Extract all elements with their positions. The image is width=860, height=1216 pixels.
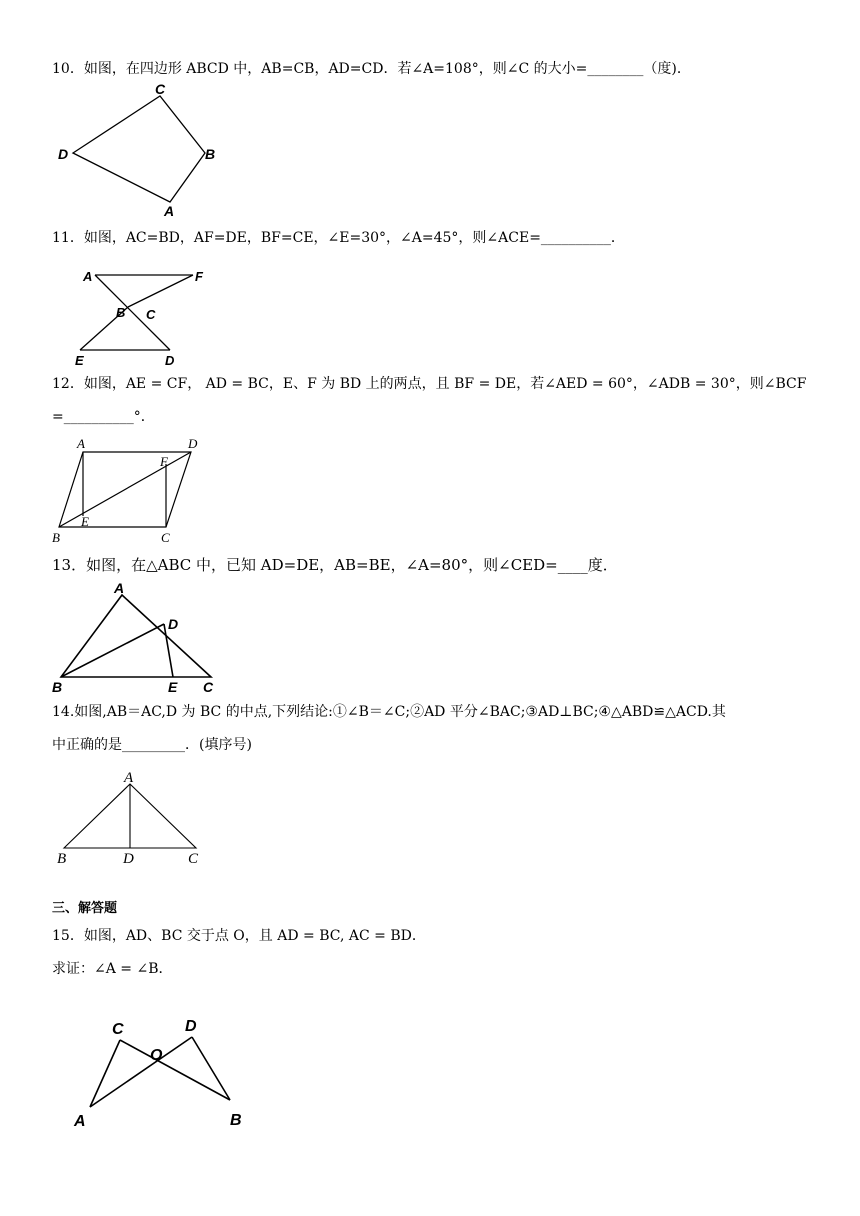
q15-label-c: C	[112, 1021, 124, 1038]
q12-label-c: C	[161, 530, 170, 545]
q10-text: 10．如图，在四边形 ABCD 中，AB=CB，AD=CD．若∠A=108°，则∠C 的大小=________（度)．	[52, 61, 691, 77]
q11-label-c: C	[146, 307, 156, 322]
q10-label-c: C	[155, 81, 166, 97]
q11-label-a: A	[83, 269, 93, 284]
q11-text: 11．如图，AC=BD，AF=DE，BF=CE，∠E=30°，∠A=45°，则∠ACE=__________．	[52, 230, 625, 246]
q12-text-line1: 12．如图，AE = CF， AD = BC，E、F 为 BD 上的两点，且 BF = DE，若∠AED = 60°，∠ADB = 30°，则∠BCF	[52, 376, 807, 392]
q15-label-o: O	[150, 1047, 163, 1064]
q14-isosceles-triangle-figure	[52, 768, 222, 868]
q13-label-e: E	[168, 679, 178, 695]
q13-text: 13．如图，在△ABC 中，已知 AD=DE，AB=BE，∠A=80°，则∠CED=____度．	[52, 556, 618, 574]
q11-label-d: D	[165, 353, 175, 368]
q10-label-a: A	[164, 203, 175, 219]
q11-label-f: F	[195, 269, 203, 284]
q13-label-a: A	[114, 580, 125, 596]
q13-triangle-figure	[48, 578, 228, 698]
q13-label-d: D	[168, 616, 179, 632]
q14-text-line2: 中正确的是_________．(填序号)	[52, 737, 252, 753]
q15-label-d: D	[185, 1018, 197, 1035]
q11-label-e: E	[75, 353, 84, 368]
q12-label-e: E	[81, 514, 89, 529]
q14-label-b: B	[57, 851, 67, 867]
q11-triangles-figure	[70, 262, 230, 372]
q12-label-b: B	[52, 530, 60, 545]
q12-parallelogram-figure	[48, 437, 208, 552]
q12-label-a: A	[77, 436, 85, 451]
q13-label-b: B	[52, 679, 63, 695]
q10-label-d: D	[58, 146, 69, 162]
q15-label-a: A	[74, 1113, 86, 1130]
q12-label-d: D	[188, 436, 198, 451]
q15-label-b: B	[230, 1112, 242, 1129]
q15-crossed-triangles-figure	[70, 1012, 270, 1142]
q12-label-f: F	[160, 454, 168, 469]
q11-label-b: B	[116, 305, 126, 320]
q14-label-a: A	[124, 770, 134, 786]
q10-label-b: B	[205, 146, 216, 162]
q10-quadrilateral-figure	[55, 81, 225, 219]
section-heading: 三、解答题	[52, 901, 118, 916]
q15-text-line2: 求证：∠A = ∠B．	[52, 961, 173, 977]
q15-text-line1: 15．如图，AD、BC 交于点 O，且 AD = BC, AC = BD．	[52, 928, 426, 944]
q14-label-d: D	[123, 851, 134, 867]
q14-label-c: C	[188, 851, 199, 867]
q13-label-c: C	[203, 679, 214, 695]
q12-text-line2: =__________°．	[52, 409, 155, 425]
q14-text-line1: 14.如图,AB＝AC,D 为 BC 的中点,下列结论:①∠B＝∠C;②AD 平分∠BAC;③AD⊥BC;④△ABD≌△ACD.其	[52, 704, 726, 720]
